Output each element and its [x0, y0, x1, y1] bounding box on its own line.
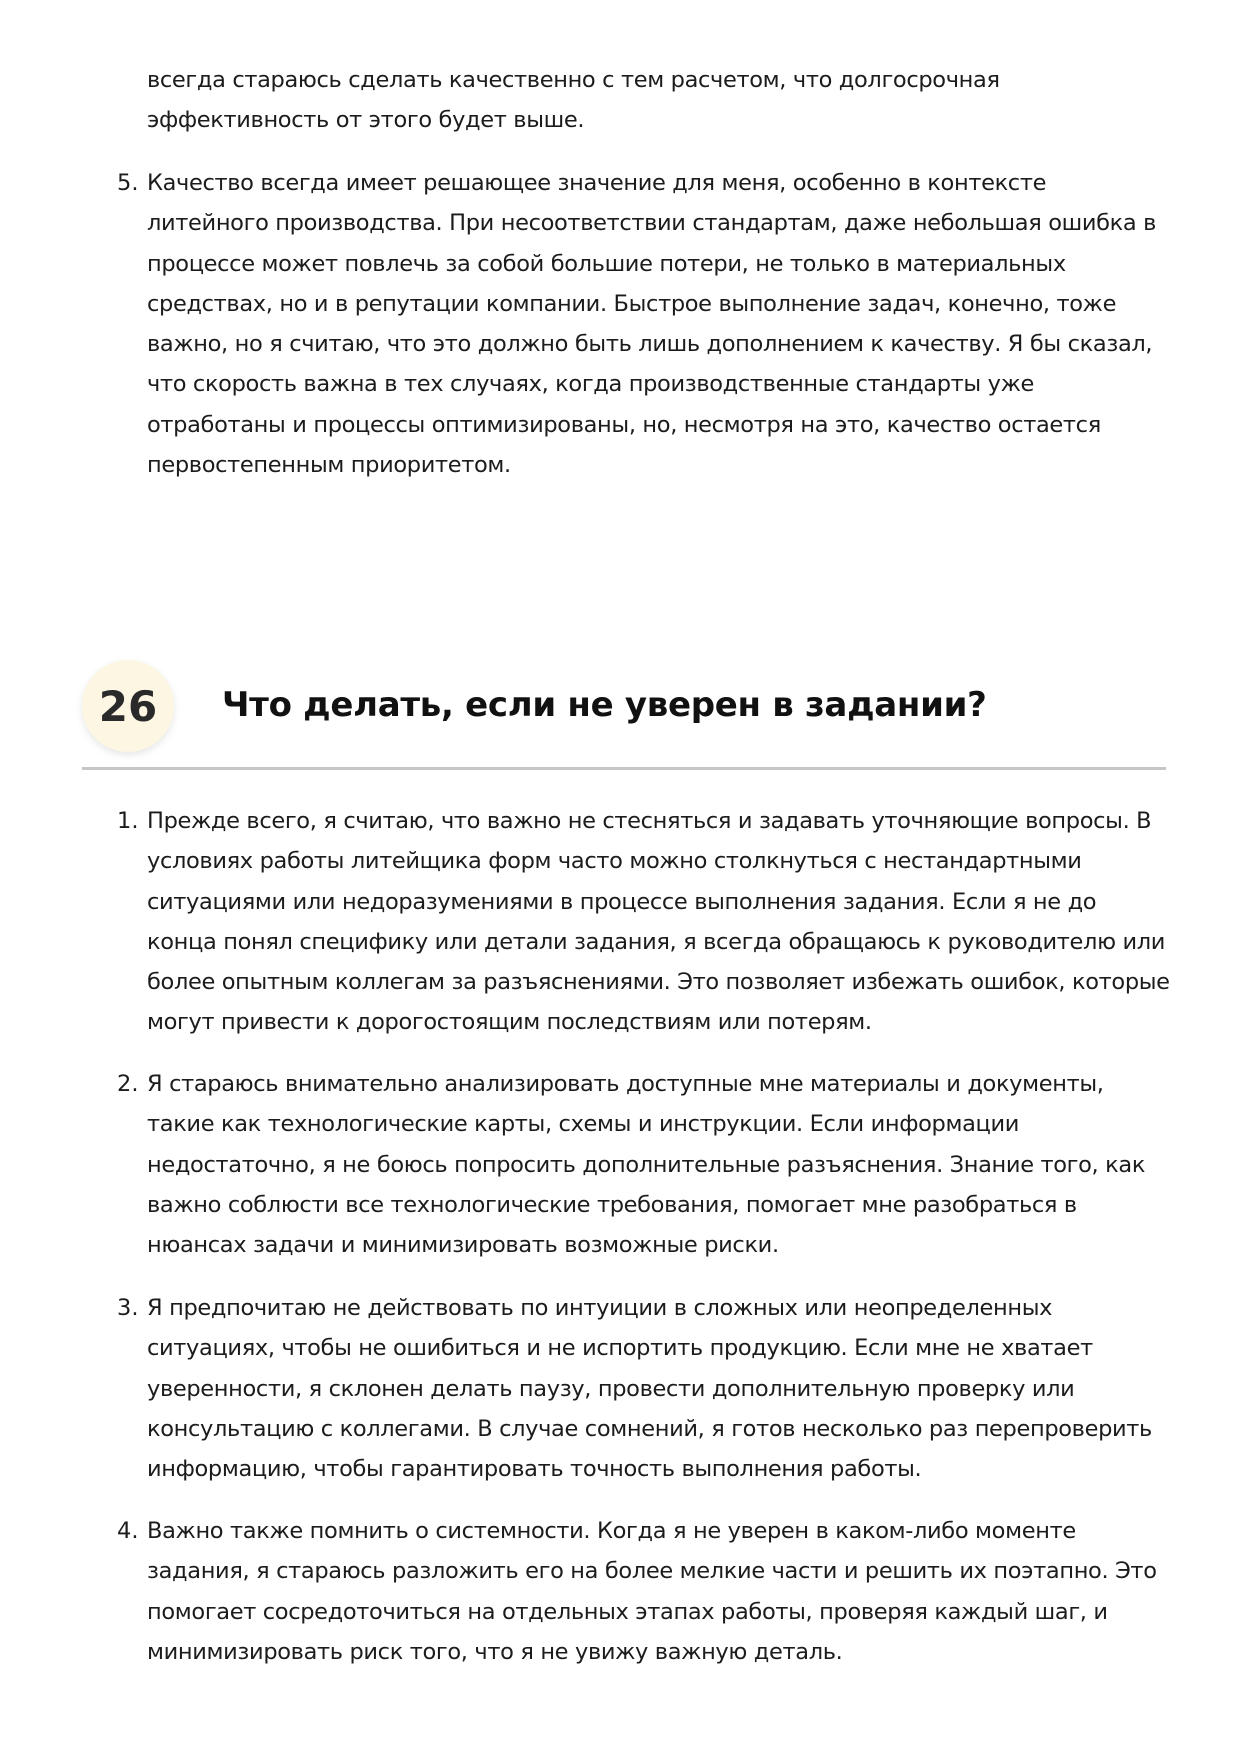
list-item-number: 1. — [117, 808, 139, 834]
list-item-text: Я предпочитаю не действовать по интуиции в сложных или неопределенных ситуациях, чтобы не ошибиться и не испортить продукцию. Если мне не хватает уверенности, я склонен делать паузу, провести дополнительную проверку или консультацию с коллегами. В случае сомнений, я готов несколько раз перепроверить информацию, чтобы гарантировать точность выполнения работы. — [147, 1295, 1152, 1483]
continuation-text: всегда стараюсь сделать качественно с тем расчетом, что долгосрочная эффективность от этого будет выше. — [147, 67, 1000, 134]
section-title: Что делать, если не уверен в задании? — [222, 685, 987, 725]
list-item-number: 3. — [117, 1295, 139, 1321]
list-item-number: 2. — [117, 1071, 139, 1097]
list-item-number: 4. — [117, 1518, 139, 1544]
list-item-text: Я стараюсь внимательно анализировать доступные мне материалы и документы, такие как технологические карты, схемы и инструкции. Если информации недостаточно, я не боюсь попросить дополнительные разъяснения. Знание того, как важно соблюсти все технологические требования, помогает мне разобраться в нюансах задачи и минимизировать возможные риски. — [147, 1071, 1146, 1259]
list-item-text: Прежде всего, я считаю, что важно не стесняться и задавать уточняющие вопросы. В условиях работы литейщика форм часто можно столкнуться с нестандартными ситуациями или недоразумениями в процессе выполнения задания. Если я не до конца понял специфику или детали задания, я всегда обращаюсь к руководителю или более опытным коллегам за разъяснениями. Это позволяет избежать ошибок, которые могут привести к дорогостоящим последствиям или потерям. — [147, 808, 1170, 1036]
list-item-text: Качество всегда имеет решающее значение для меня, особенно в контексте литейного производства. При несоответствии стандартам, даже небольшая ошибка в процессе может повлечь за собой большие потери, не только в материальных средствах, но и в репутации компании. Быстрое выполнение задач, конечно, тоже важно, но я считаю, что это должно быть лишь дополнением к качеству. Я бы сказал, что скорость важна в тех случаях, когда производственные стандарты уже отработаны и процессы оптимизированы, но, несмотря на это, качество остается первостепенным приоритетом. — [147, 170, 1157, 479]
section-number-badge: 26 — [82, 660, 174, 752]
section-heading — [82, 655, 1166, 770]
list-item-number: 5. — [117, 170, 139, 196]
list-item-text: Важно также помнить о системности. Когда я не уверен в каком-либо моменте задания, я стараюсь разложить его на более мелкие части и решить их поэтапно. Это помогает сосредоточиться на отдельных этапах работы, проверяя каждый шаг, и минимизировать риск того, что я не увижу важную деталь. — [147, 1518, 1157, 1665]
